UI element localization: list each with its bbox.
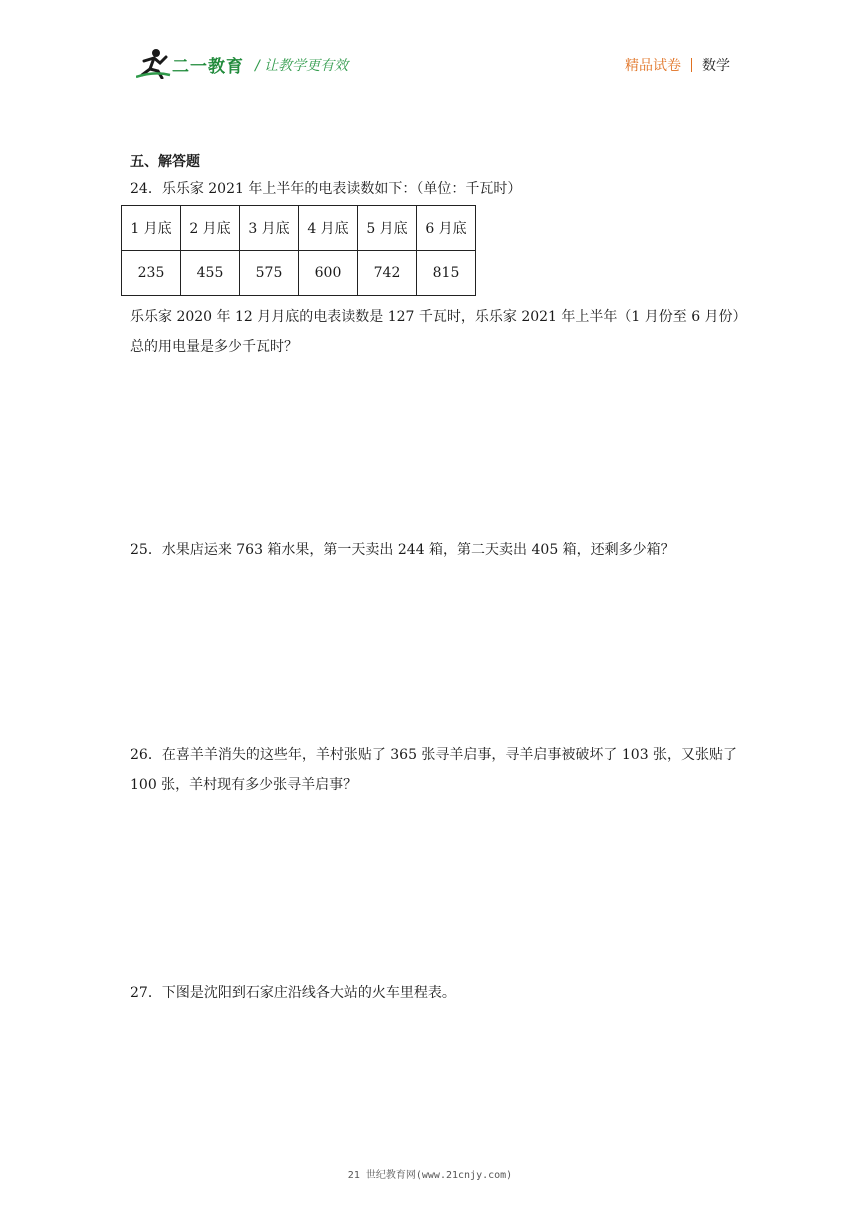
slogan: / 让教学更有效 — [255, 58, 349, 74]
table-cell: 5 月底 — [358, 206, 417, 251]
subject-label: 数学 — [702, 58, 730, 74]
question-24-text: 乐乐家 2020 年 12 月月底的电表读数是 127 千瓦时，乐乐家 2021 年上半年（1 月份至 6 月份）总的用电量是多少千瓦时？ — [130, 309, 740, 355]
table-cell: 815 — [417, 251, 476, 296]
runner-logo-icon — [136, 47, 172, 79]
table-cell: 575 — [240, 251, 299, 296]
table-cell: 1 月底 — [122, 206, 181, 251]
question-26-text: 26．在喜羊羊消失的这些年，羊村张贴了 365 张寻羊启事，寻羊启事被破坏了 103 张，又张贴了 100 张，羊村现有多少张寻羊启事？ — [130, 747, 738, 793]
question-25-text: 25．水果店运来 763 箱水果，第一天卖出 244 箱，第二天卖出 405 箱，还剩多少箱？ — [130, 542, 675, 558]
question-27-text: 27．下图是沈阳到石家庄沿线各大站的火车里程表。 — [130, 985, 456, 1001]
tag-label: 精品试卷 — [625, 58, 681, 74]
page-header — [0, 0, 860, 100]
header-tags — [625, 55, 730, 75]
page-footer: 21 世纪教育网(www.21cnjy.com) — [347, 1170, 513, 1181]
header-divider — [691, 58, 692, 72]
logo — [136, 47, 246, 81]
table-header-row — [122, 206, 476, 251]
table-cell: 600 — [299, 251, 358, 296]
table-cell: 4 月底 — [299, 206, 358, 251]
table-value-row — [122, 251, 476, 296]
meter-reading-table — [121, 205, 476, 296]
question-24-intro: 24．乐乐家 2021 年上半年的电表读数如下：（单位：千瓦时） — [130, 181, 522, 197]
logo-text: 二一教育 — [172, 57, 244, 77]
table-cell: 235 — [122, 251, 181, 296]
table-cell: 6 月底 — [417, 206, 476, 251]
table-cell: 455 — [181, 251, 240, 296]
table-cell: 3 月底 — [240, 206, 299, 251]
table-cell: 2 月底 — [181, 206, 240, 251]
table-cell: 742 — [358, 251, 417, 296]
section-title: 五、解答题 — [130, 154, 200, 170]
